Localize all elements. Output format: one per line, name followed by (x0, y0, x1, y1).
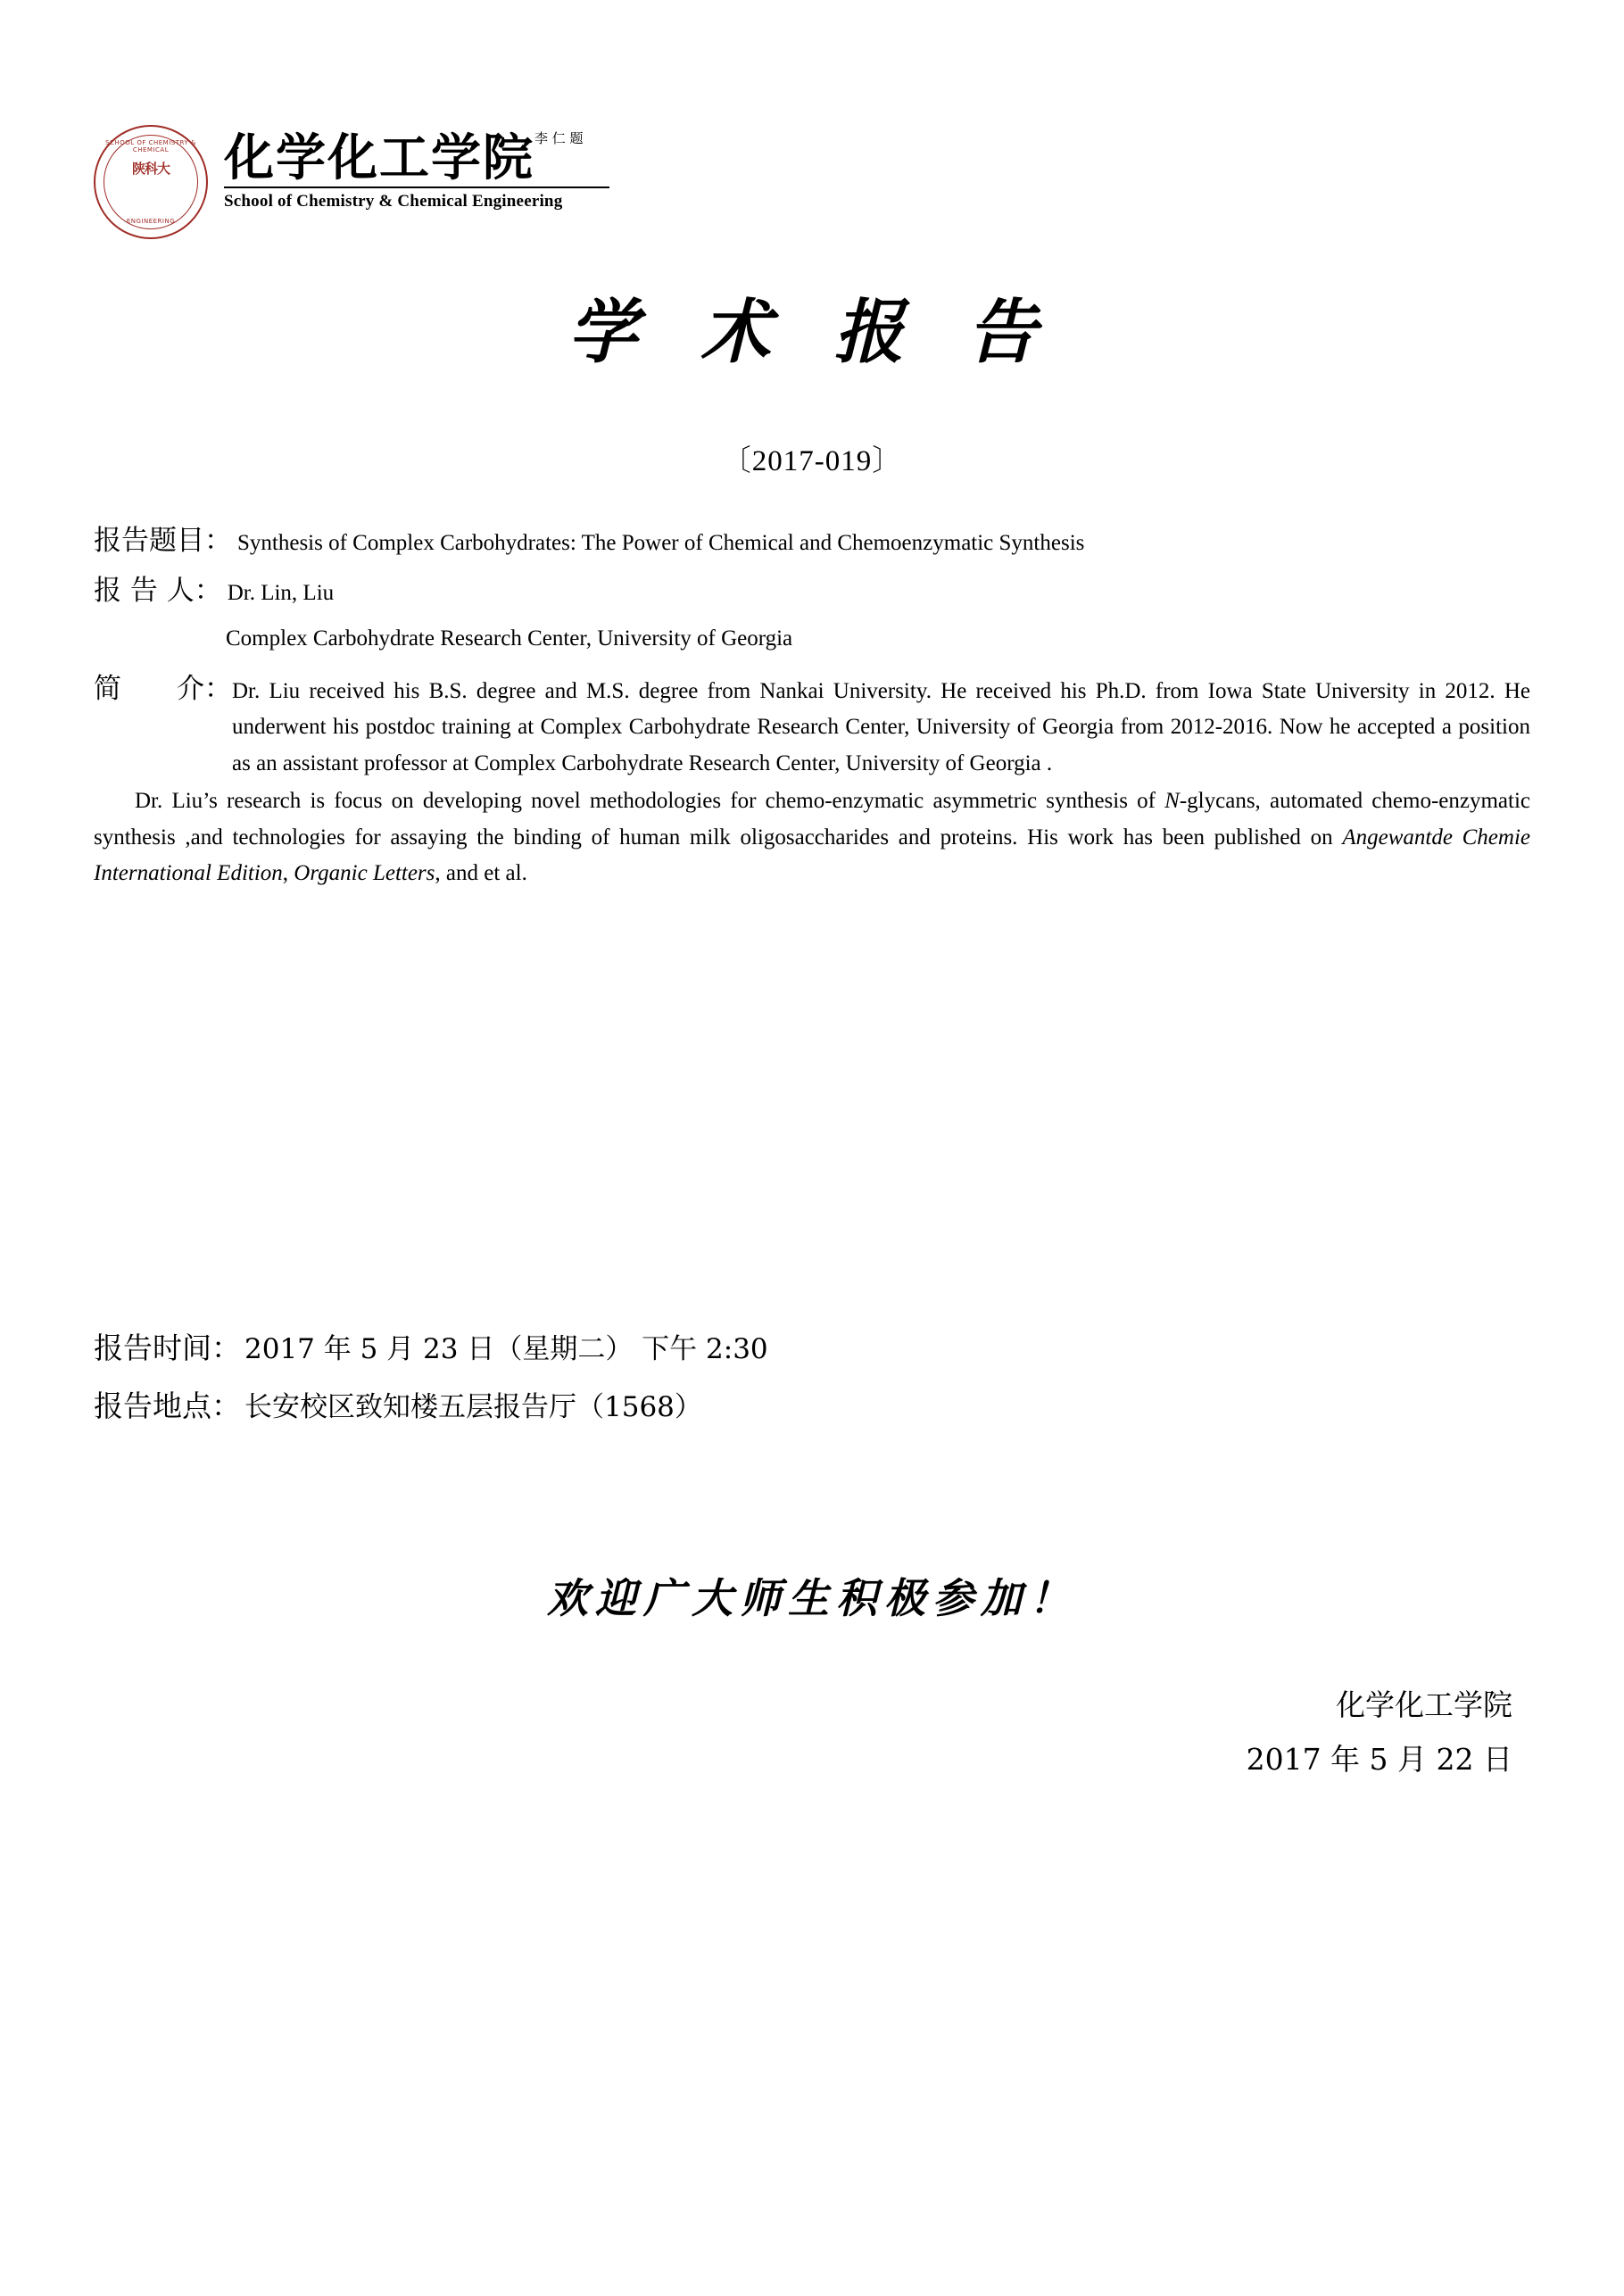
seal-top-text: SCHOOL OF CHEMISTRY & CHEMICAL (105, 139, 196, 153)
document-number: 〔2017-019〕 (721, 445, 903, 477)
bio-p2-italic1: N (1164, 789, 1180, 813)
schedule-block (94, 1325, 1530, 1441)
bio-block (94, 667, 1530, 892)
signature-organization: 化学化工学院 (1336, 1687, 1512, 1722)
place-value: 长安校区致知楼五层报告厅（1568） (244, 1391, 702, 1423)
bio-first-line (94, 667, 1530, 783)
school-name-cn-annotation: 李 仁 题 (534, 130, 584, 146)
speaker-label: 报 告 人： (94, 574, 222, 607)
school-name-en: School of Chemistry & Chemical Engineering (224, 191, 563, 211)
topic-label: 报告题目： (94, 525, 232, 557)
bio-paragraph-2 (94, 783, 1530, 892)
bio-label: 简 介： (94, 672, 232, 705)
place-row (94, 1383, 1530, 1425)
bio-p2-part4: , and et al. (435, 861, 527, 885)
affiliation-value: Complex Carbohydrate Research Center, University of Georgia (226, 626, 793, 651)
place-label: 报告地点： (94, 1388, 241, 1423)
page-title: 学 术 报 告 (568, 292, 1056, 373)
time-label: 报告时间： (94, 1330, 241, 1365)
document-body (94, 518, 1530, 892)
welcome-line: 欢迎广大师生积极参加！ (547, 1574, 1077, 1622)
bio-p2-part3: , (282, 861, 294, 885)
seal-center-text: 陕科大 (131, 161, 170, 177)
signature-block (1247, 1678, 1512, 1786)
bio-p2-part2: -glycans, automated chemo-enzymatic synthesis ,and technologies for assaying the binding of human milk oligosaccharides and proteins. His work has been published on (94, 789, 1530, 850)
signature-date: 2017 年 5 月 22 日 (1246, 1742, 1512, 1778)
seal-bottom-text: ENGINEERING (126, 218, 176, 225)
time-value: 2017 年 5 月 23 日（星期二） 下午 2:30 (244, 1333, 768, 1365)
letterhead-text (224, 125, 609, 211)
school-name-cn-main: 化学化工学院 (224, 128, 534, 187)
bio-paragraph-1: Dr. Liu received his B.S. degree and M.S. degree from Nankai University. He received his Ph.D. from Iowa State University in 2012. He underwent his postdoc training at Complex Carbohydrate Research Center, University of Georgia from 2012-2016. Now he accepted a position as an assistant professor at Complex Carbohydrate Research Center, University of Georgia . (232, 678, 1530, 775)
bio-p2-part1: Dr. Liu’s research is focus on developing novel methodologies for chemo-enzymatic asymmetric synthesis of (135, 789, 1165, 813)
letterhead (94, 125, 609, 239)
bio-p2-italic-journal1: Angewantde Chemie International Edition (94, 825, 1531, 885)
topic-row (94, 518, 1530, 560)
time-row (94, 1325, 1530, 1367)
speaker-value: Dr. Lin, Liu (227, 580, 335, 605)
school-name-cn (224, 128, 609, 187)
topic-value: Synthesis of Complex Carbohydrates: The Power of Chemical and Chemoenzymatic Synthesis (237, 531, 1085, 555)
speaker-row (94, 568, 1530, 610)
bio-p2-italic-journal2: Organic Letters (294, 861, 435, 885)
school-seal-icon (94, 125, 208, 239)
